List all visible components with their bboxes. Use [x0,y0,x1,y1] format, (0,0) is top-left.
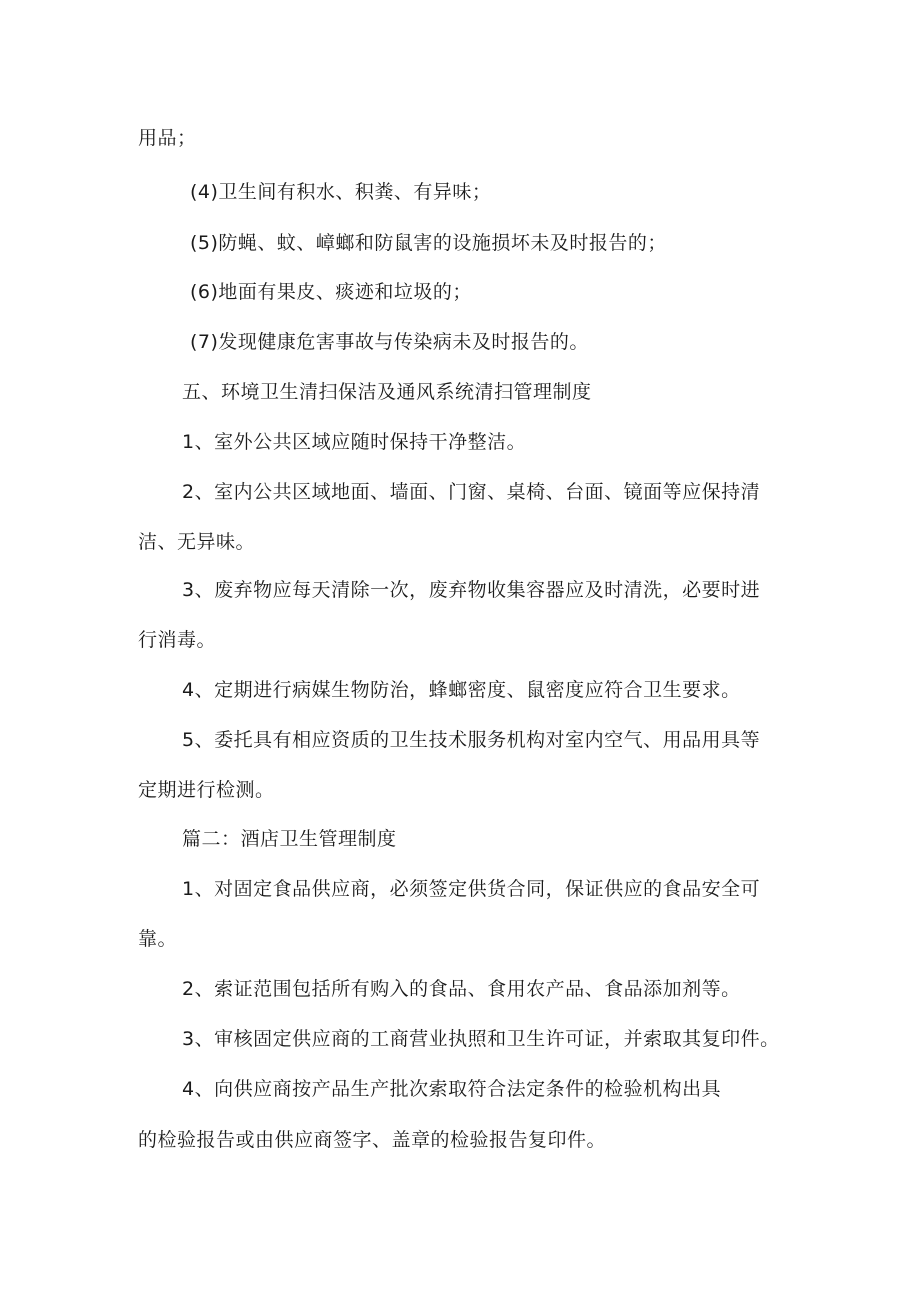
text-line: (4)卫生间有积水、积粪、有异味； [190,181,492,203]
text-line: 5、委托具有相应资质的卫生技术服务机构对室内空气、用品用具等 [182,729,761,751]
text-line: 洁、无异味。 [138,531,256,553]
text-line: (7)发现健康危害事故与传染病未及时报告的。 [190,331,589,353]
text-line: 2、室内公共区域地面、墙面、门窗、桌椅、台面、镜面等应保持清 [182,481,761,503]
text-line: 的检验报告或由供应商签字、盖章的检验报告复印件。 [138,1129,607,1151]
text-line: 3、审核固定供应商的工商营业执照和卫生许可证，并索取其复印件。 [182,1028,780,1050]
text-line: (5)防蝇、蚊、嶂螂和防鼠害的设施损坏未及时报告的； [190,232,667,254]
text-line: 2、索证范围包括所有购入的食品、食用农产品、食品添加剂等。 [182,978,741,1000]
text-line: 4、定期进行病媒生物防治，蜂螂密度、鼠密度应符合卫生要求。 [182,679,741,701]
section-heading: 五、环境卫生清扫保洁及通风系统清扫管理制度 [182,381,592,403]
text-line: 用品； [138,127,197,149]
text-line: 定期进行检测。 [138,779,275,801]
text-line: 靠。 [138,928,178,950]
text-line: 行消毒。 [138,629,217,651]
section-heading: 篇二：酒店卫生管理制度 [182,828,397,850]
text-line: 3、废弃物应每天清除一次，废弃物收集容器应及时清洗，必要时进 [182,579,761,601]
text-line: 1、对固定食品供应商，必须签定供货合同，保证供应的食品安全可 [182,878,761,900]
text-line: (6)地面有果皮、痰迹和垃圾的； [190,281,472,303]
text-line: 4、向供应商按产品生产批次索取符合法定条件的检验机构出具 [182,1078,722,1100]
text-line: 1、室外公共区域应随时保持干净整洁。 [182,431,527,453]
